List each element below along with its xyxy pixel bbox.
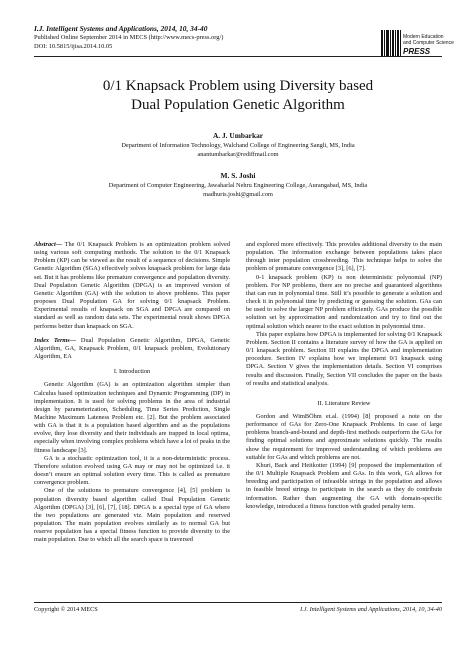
footer-journal: I.J. Intelligent Systems and Applications, 2014, 10, 34-40 bbox=[300, 606, 442, 613]
intro-paragraph-2: GA is a stochastic optimization tool, it is a non-deterministic process. Therefore solution evolved using GA may or may not be optimized i.e. it doesn’t ensure an optimal solution every time. This is called as premature convergence problem. bbox=[34, 454, 230, 487]
section-heading-literature-review: II. Literature Review bbox=[317, 399, 371, 407]
svg-text:and Computer Science: and Computer Science bbox=[403, 40, 454, 46]
abstract bbox=[34, 241, 230, 331]
intro-paragraph-6: This paper explains how DPGA is implemented for solving 0/1 Knapsack Problem. Section II contains a literature survey of how the GA is applied on 0/1 knapsack problem. Section III explains the DPGA and implementation procedure. Section IV explains how we implement 0/1 knapsack using DPGA. Section V gives the implementation details. Section VI comprises results and discussion. Finally, Section VII concludes the paper on the basis of results and statistical analysis. bbox=[246, 330, 442, 387]
abstract-label: Abstract— bbox=[34, 241, 62, 248]
intro-paragraph-4: and explored more effectively. This provides additional diversity to the main population. The information exchange between populations takes place through inter population crossbreeding. This technique helps to solve the problem of premature convergence [3], [6], [7]. bbox=[246, 241, 442, 273]
index-terms bbox=[34, 337, 230, 361]
author-1-email: anantumbarkar@rediffmail.com bbox=[197, 151, 279, 158]
footer-rule bbox=[34, 602, 442, 603]
title-line-2: Dual Population Genetic Algorithm bbox=[131, 97, 345, 113]
publication-info: Published Online September 2014 in MECS (http://www.mecs-press.org/) bbox=[34, 34, 224, 41]
footer-copyright: Copyright © 2014 MECS bbox=[34, 606, 98, 613]
literature-paragraph-1: Gordon and WimBÖhm et.al. (1994) [8] proposed a note on the performance of GAs for Zero-One Knapsack Problems. In case of large problems branch-and-bound and depth-first methods outperform the GAs for finding optimal solutions and approximate solutions quickly. The results show the requirement for improved understanding of which problems are suitable for GAs and which problems are not. bbox=[246, 412, 442, 461]
svg-text:Modern Education: Modern Education bbox=[403, 34, 444, 40]
index-terms-text: Dual Population Genetic Algorithm, DPGA, Genetic Algorithm, GA, Knapsack Problem, 0/1 knapsack problem, Evolutionary Algorithm, EA bbox=[34, 336, 231, 361]
title-line-1: 0/1 Knapsack Problem using Diversity based bbox=[102, 78, 374, 94]
left-column bbox=[34, 241, 230, 544]
index-terms-label: Index Terms— bbox=[34, 336, 77, 344]
abstract-text: The 0/1 Knapsack Problem is an optimization problem solved using various soft computing methods. The solution to the 0/1 Knapsack Problem (KP) can be viewed as the result of a sequence of decisions. Simple Genetic Algorithm (SGA) effectively solves knapsack problem for large data set. But it has problems like premature convergence and population diversity. Dual Population Genetic Algorithm (DPGA) is an improved version of Genetic Algorithm (GA) with the solution to above problems. This paper proposes Dual Population GA for solving 0/1 knapsack Problem. Experimental results of knapsack on SGA and DPGA are compared on standard as well as random data sets. The experimental result shows DPGA performs better than knapsack on SGA. bbox=[34, 241, 230, 330]
paper-title bbox=[34, 77, 442, 115]
section-heading-introduction: I. Introduction bbox=[113, 368, 151, 376]
author-2-name: M. S. Joshi bbox=[220, 171, 256, 180]
author-1-name: A. J. Umbarkar bbox=[212, 131, 264, 140]
author-2-affiliation: Department of Computer Engineering, Jawaharlal Nehru Engineering College, Aurangabad, MS, India bbox=[108, 182, 368, 189]
right-column bbox=[246, 241, 442, 511]
svg-text:PRESS: PRESS bbox=[403, 47, 431, 56]
literature-paragraph-2: Khuri, Back and Heitkotter (1994) [9] proposed the implementation of the 0/1 Multiple Knapsack Problem and GAs. In this work, GA allows for breeding and participation of infeasible strings in the population and allows in feasible breed strings to participate in the search as they do contribute information. Rather than augmenting the GA with domain-specific knowledge, introduced a fitness function with graded penalty term. bbox=[246, 461, 442, 510]
intro-paragraph-1: Genetic Algorithm (GA) is an optimization algorithm simpler than Calculus based optimization techniques and Dynamic Programming (DP) in implementation. It is used for solving problems in the area of industrial design by parameterization, Scheduling, Time Series Prediction, Single Machine Maximum Lateness Problem etc. [2]. But the problem associated with GA is that it is a population based algorithm and as the populations evolve, they lose diversity and their individuals are trapped in local optima, especially when involving complex problems which have a lot of peaks in the fitness landscape [3]. bbox=[34, 381, 230, 454]
journal-header: I.J. Intelligent Systems and Applications, 2014, 10, 34-40 bbox=[34, 24, 208, 33]
author-1-affiliation: Department of Information Technology, Walchand College of Engineering Sangli, MS, India bbox=[121, 142, 355, 149]
intro-paragraph-5: 0-1 knapsack problem (KP) is non deterministic polynomial (NP) problem. For NP problems, there are no precise and guaranteed algorithms that can run in polynomial time. Still it’s possible to generate a solution and check it in polynomial time by predicting or guessing the solution. GAs can be used to solve the larger NP problem efficiently. GAs produce the possible solution set by approximation and randomization and try to find out the optimal solution which nearer to the exact solution in polynomial time. bbox=[246, 273, 442, 330]
doi: DOI: 10.5815/ijisa.2014.10.05 bbox=[34, 43, 113, 50]
header-rule bbox=[34, 56, 442, 57]
author-2-email: madhuris.joshi@gmail.com bbox=[203, 191, 273, 198]
intro-paragraph-3: One of the solutions to premature convergence [4], [5] problem is population diversity based algorithm called Dual Population Genetic Algorithm (DPGA) [3], [6], [7], [18]. DPGA is a special type of GA where the two populations are generated viz. Main population and reserved population. The main population evolves similarly as to normal GA but reserve population has a special fitness function to provide diversity to the main population. Due to which all the search space is traversed bbox=[34, 487, 230, 544]
